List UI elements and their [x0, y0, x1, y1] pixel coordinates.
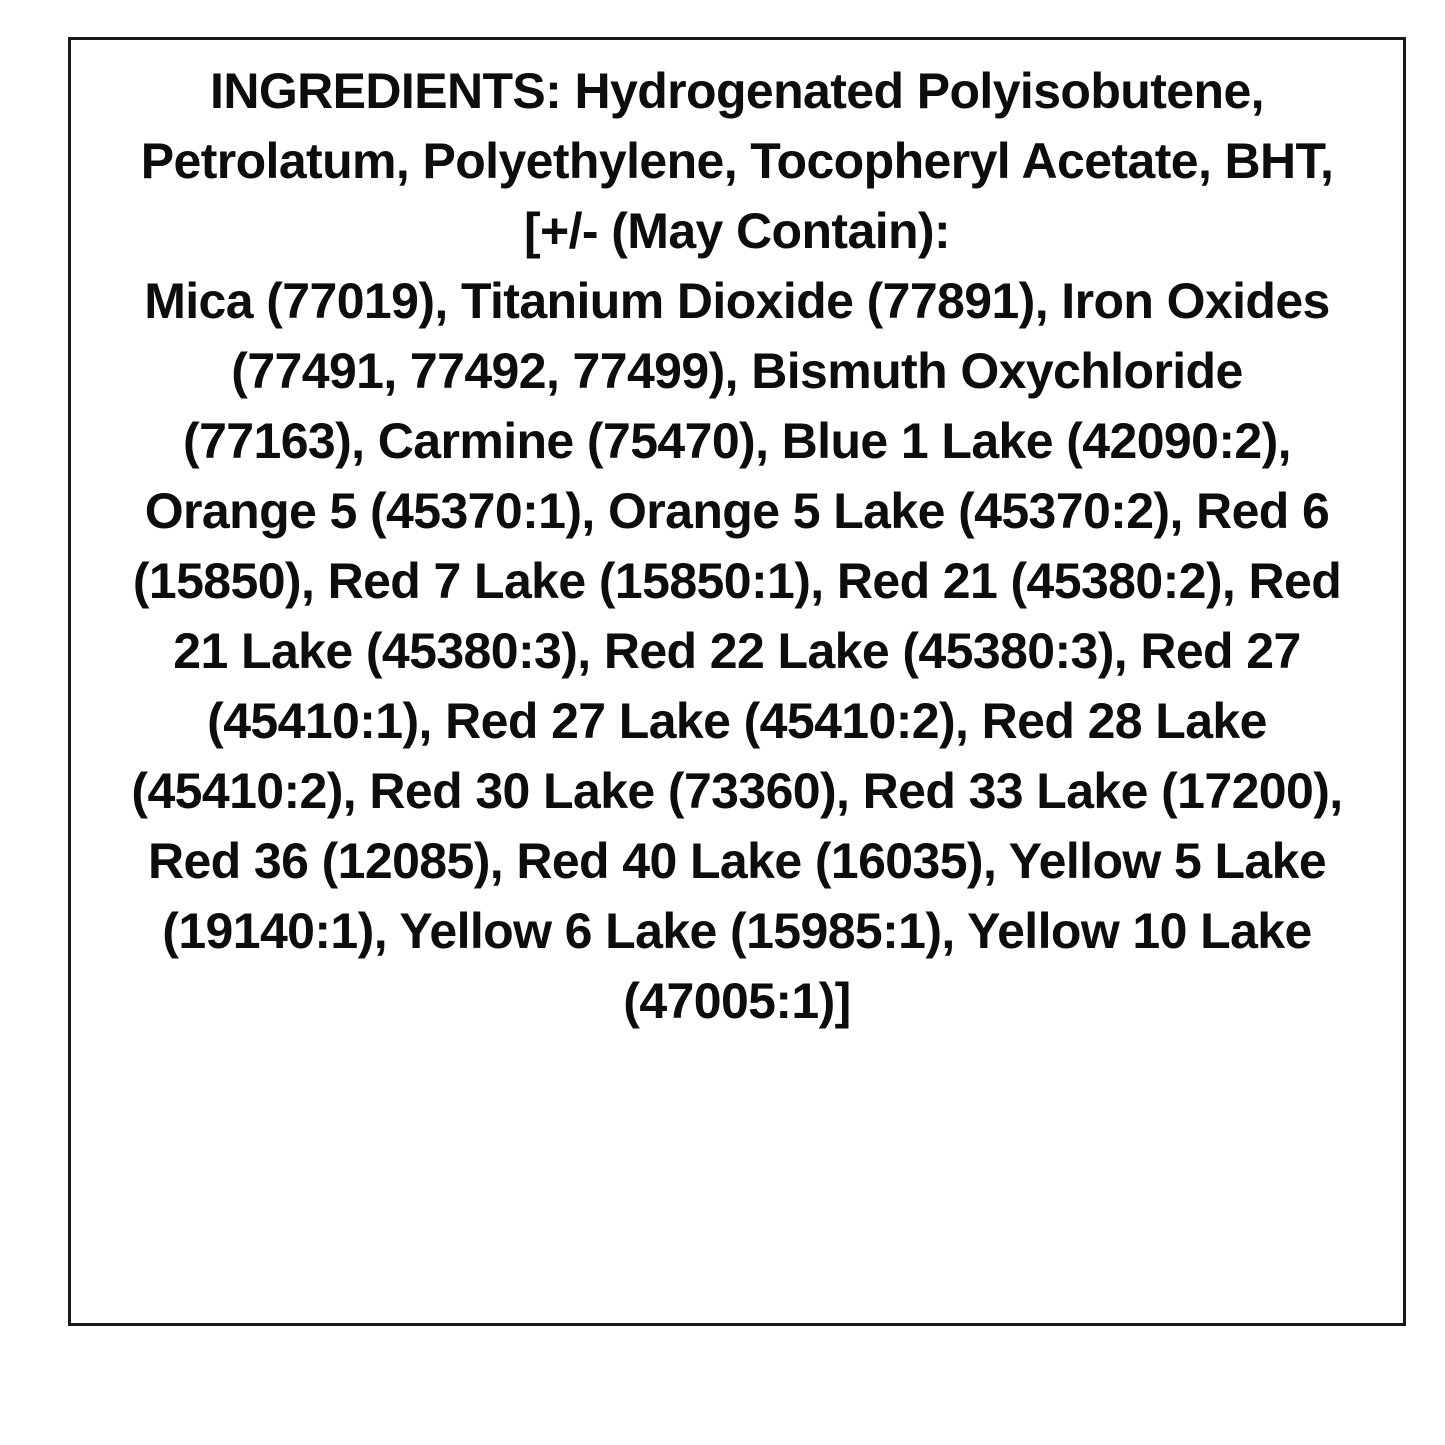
ingredients-line: (77491, 77492, 77499), Bismuth Oxychloride: [231, 343, 1243, 399]
ingredients-line: (19140:1), Yellow 6 Lake (15985:1), Yellow 10 Lake: [162, 903, 1312, 959]
ingredients-line: (77163), Carmine (75470), Blue 1 Lake (42090:2),: [183, 413, 1291, 469]
ingredients-line: (45410:2), Red 30 Lake (73360), Red 33 Lake (17200),: [131, 763, 1343, 819]
ingredients-text: [71, 56, 1403, 1036]
ingredients-line: 21 Lake (45380:3), Red 22 Lake (45380:3), Red 27: [173, 623, 1301, 679]
ingredients-line: (45410:1), Red 27 Lake (45410:2), Red 28 Lake: [207, 693, 1267, 749]
ingredients-line: INGREDIENTS: Hydrogenated Polyisobutene,: [210, 63, 1264, 119]
ingredients-line: Orange 5 (45370:1), Orange 5 Lake (45370:2), Red 6: [144, 483, 1330, 539]
ingredients-line: (15850), Red 7 Lake (15850:1), Red 21 (45380:2), Red: [132, 553, 1342, 609]
ingredients-line: [+/- (May Contain):: [523, 203, 951, 259]
ingredients-line: (47005:1)]: [623, 973, 851, 1029]
ingredients-line: Petrolatum, Polyethylene, Tocopheryl Acetate, BHT,: [140, 133, 1334, 189]
ingredients-label-box: [68, 37, 1406, 1326]
ingredients-line: Mica (77019), Titanium Dioxide (77891), Iron Oxides: [144, 273, 1330, 329]
ingredients-line: Red 36 (12085), Red 40 Lake (16035), Yellow 5 Lake: [147, 833, 1327, 889]
